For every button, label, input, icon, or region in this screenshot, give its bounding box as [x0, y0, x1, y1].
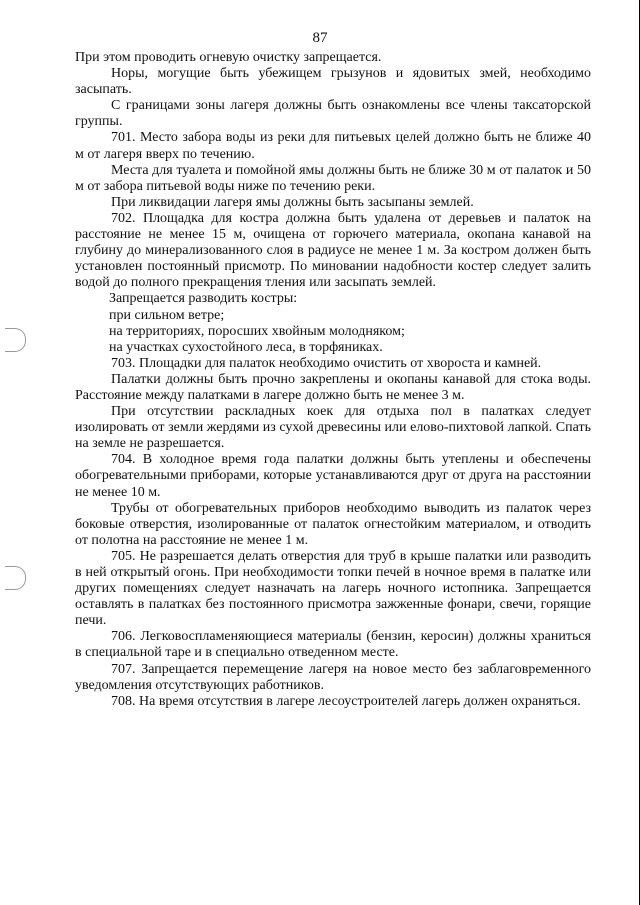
- paragraph: 707. Запрещается перемещение лагеря на новое место без заблаговременного уведомления отсутствующих работников.: [75, 661, 591, 693]
- punch-hole-mark: [5, 328, 26, 352]
- list-item: при сильном ветре;: [109, 307, 225, 323]
- paragraph: Места для туалета и помойной ямы должны быть не ближе 30 м от палаток и 50 м от забора питьевой воды ниже по течению реки.: [75, 162, 591, 194]
- list-item: на территориях, поросших хвойным молодняком;: [109, 323, 405, 339]
- paragraph: Норы, могущие быть убежищем грызунов и ядовитых змей, необходимо засыпать.: [75, 66, 591, 98]
- document-body: [75, 50, 591, 710]
- paragraph: 702. Площадка для костра должна быть удалена от деревьев и палаток на расстояние не менее 15 м, очищена от горючего материала, окопана канавой на глубину до минерализованного слоя в радиусе не менее 1 м. За костром должен быть установлен постоянный присмотр. По миновании надобности костер следует залить водой до полного прекращения тления или засыпать землей.: [75, 210, 591, 291]
- list-item: на участках сухостойного леса, в торфяниках.: [109, 339, 383, 355]
- paragraph: Палатки должны быть прочно закреплены и окопаны канавой для стока воды. Расстояние между палатками в лагере должно быть не менее 3 м.: [75, 371, 591, 403]
- paragraph: 704. В холодное время года палатки должны быть утеплены и обеспечены обогревательными приборами, которые устанавливаются друг от друга на расстоянии не менее 10 м.: [75, 452, 591, 500]
- page-number: 87: [312, 30, 328, 46]
- paragraph: 708. На время отсутствия в лагере лесоустроителей лагерь должен охраняться.: [111, 693, 581, 709]
- paragraph: С границами зоны лагеря должны быть ознакомлены все члены таксаторской группы.: [75, 98, 591, 130]
- paragraph: 706. Легковоспламеняющиеся материалы (бензин, керосин) должны храниться в специальной таре и в специально отведенном месте.: [75, 629, 591, 661]
- punch-hole-mark: [5, 566, 26, 590]
- paragraph: При этом проводить огневую очистку запрещается.: [75, 50, 382, 65]
- paragraph: При отсутствии раскладных коек для отдыха пол в палатках следует изолировать от земли жердями из сухой древесины или елово-пихтовой лапкой. Спать на земле не разрешается.: [75, 404, 591, 452]
- paragraph: Трубы от обогревательных приборов необходимо выводить из палаток через боковые отверстия, изолированные от палаток огнестойким материалом, и отводить от полотна на расстояние не менее 1 м.: [75, 500, 591, 548]
- paragraph: При ликвидации лагеря ямы должны быть засыпаны землей.: [111, 194, 474, 210]
- paragraph: 703. Площадки для палаток необходимо очистить от хвороста и камней.: [111, 355, 542, 371]
- paragraph: 705. Не разрешается делать отверстия для труб в крыше палатки или разводить в ней открытый огонь. При необходимости топки печей в ночное время в палатке или других помещениях следует назначать на лагерь ночного истопника. Запрещается оставлять в палатках без постоянного присмотра зажженные фонари, свечи, горящие печи.: [75, 548, 591, 629]
- paragraph: Запрещается разводить костры:: [109, 291, 298, 307]
- paragraph: 701. Место забора воды из реки для питьевых целей должно быть не ближе 40 м от лагеря вверх по течению.: [75, 130, 591, 162]
